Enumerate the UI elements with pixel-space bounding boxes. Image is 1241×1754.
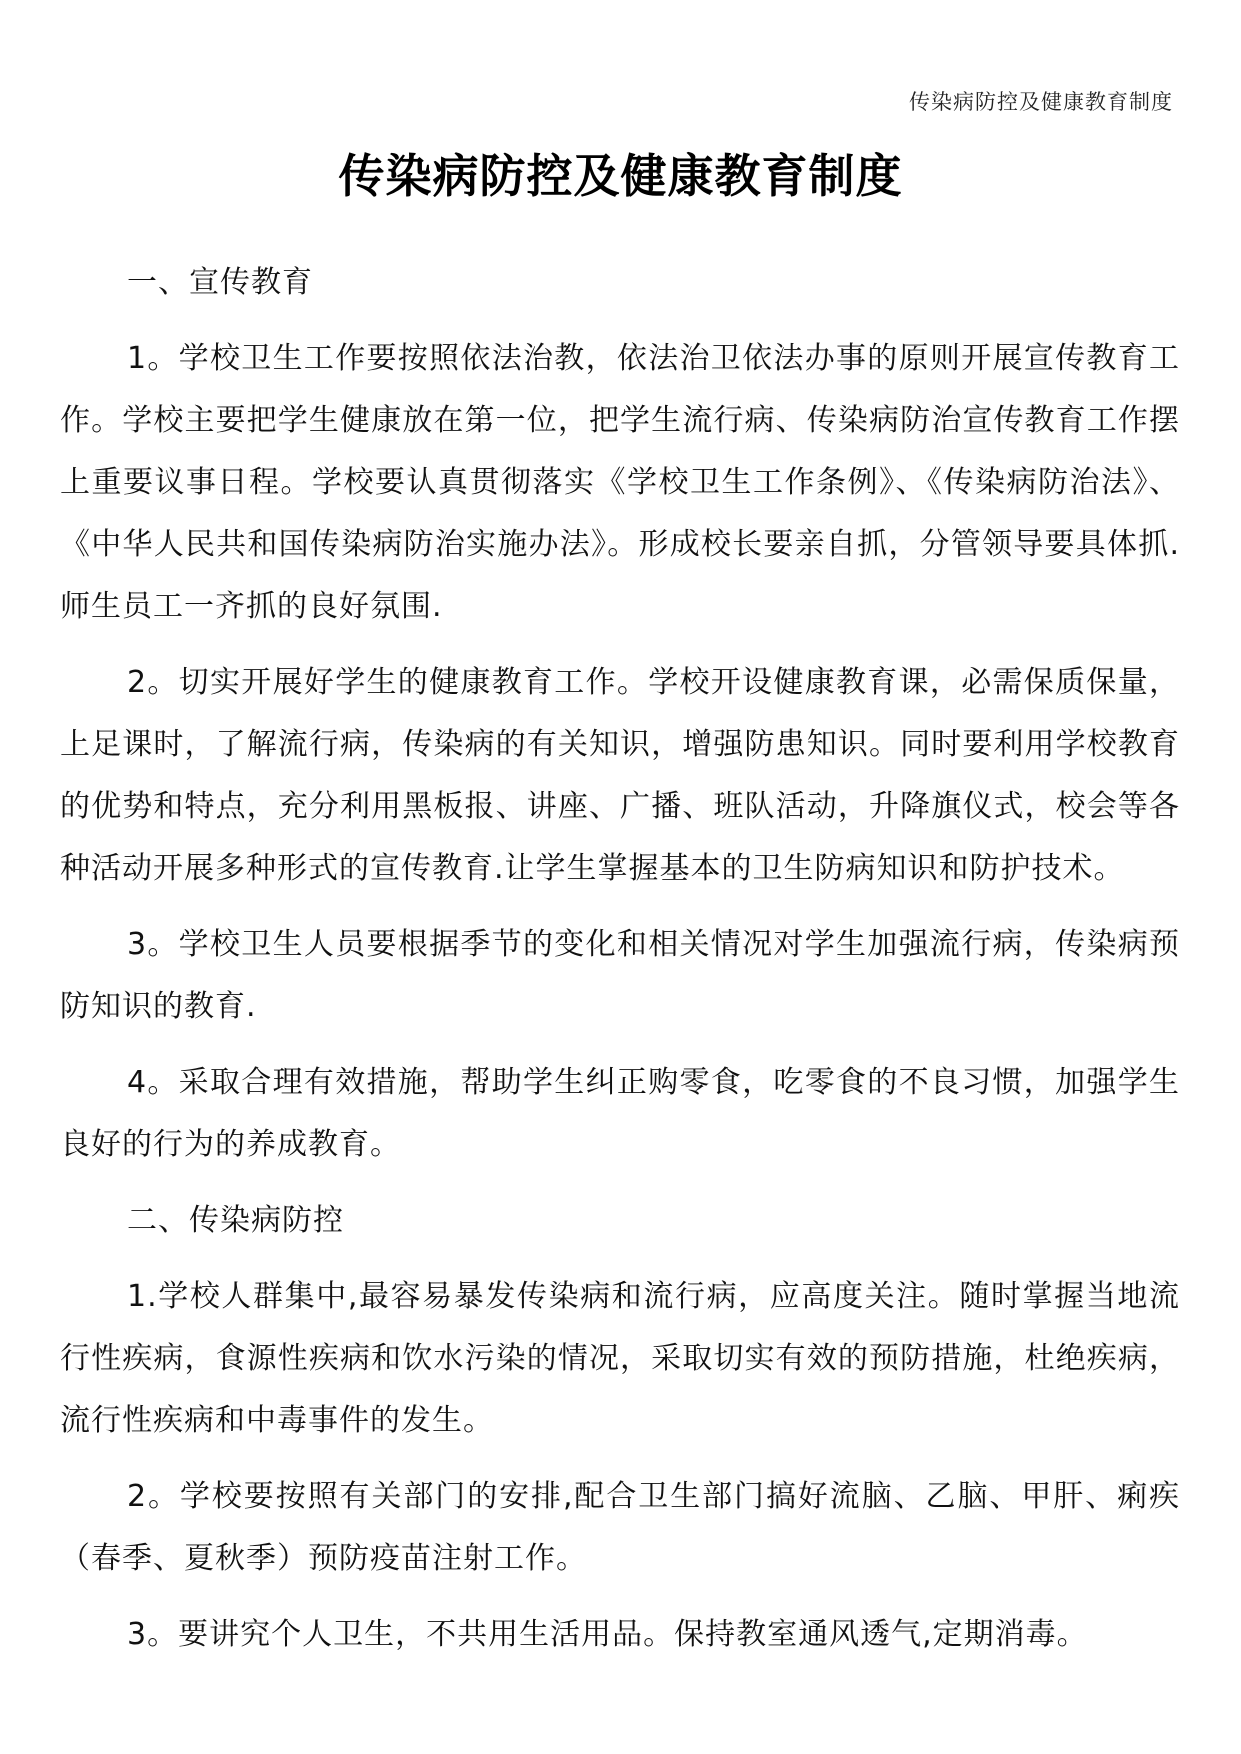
paragraph: 2。学校要按照有关部门的安排,配合卫生部门搞好流脑、乙脑、甲肝、痢疾（春季、夏秋季）预防疫苗注射工作。 [60,1479,1180,1576]
paragraph: 1.学校人群集中,最容易暴发传染病和流行病，应高度关注。随时掌握当地流行性疾病，食源性疾病和饮水污染的情况，采取切实有效的预防措施，杜绝疾病，流行性疾病和中毒事件的发生。 [60,1279,1180,1438]
section-heading-disease-control: 二、传染病防控 [127,1203,344,1238]
paragraph: 1。学校卫生工作要按照依法治教，依法治卫依法办事的原则开展宣传教育工作。学校主要把学生健康放在第一位，把学生流行病、传染病防治宣传教育工作摆上重要议事日程。学校要认真贯彻落实《学校卫生工作条例》、《传染病防治法》、《中华人民共和国传染病防治实施办法》。形成校长要亲自抓，分管领导要具体抓.师生员工一齐抓的良好氛围. [60,341,1180,624]
paragraph: 3。学校卫生人员要根据季节的变化和相关情况对学生加强流行病，传染病预防知识的教育. [60,927,1180,1024]
section-heading-publicity: 一、宣传教育 [127,265,313,300]
paragraph: 2。切实开展好学生的健康教育工作。学校开设健康教育课，必需保质保量，上足课时，了解流行病，传染病的有关知识，增强防患知识。同时要利用学校教育的优势和特点，充分利用黑板报、讲座、广播、班队活动，升降旗仪式，校会等各种活动开展多种形式的宣传教育.让学生掌握基本的卫生防病知识和防护技术。 [60,665,1180,886]
document-title: 传染病防控及健康教育制度 [338,149,903,203]
paragraph: 3。要讲究个人卫生，不共用生活用品。保持教室通风透气,定期消毒。 [127,1617,1088,1652]
running-header: 传染病防控及健康教育制度 [909,90,1173,114]
paragraph: 4。采取合理有效措施，帮助学生纠正购零食，吃零食的不良习惯，加强学生良好的行为的养成教育。 [60,1065,1180,1162]
document-body [60,252,1180,1680]
